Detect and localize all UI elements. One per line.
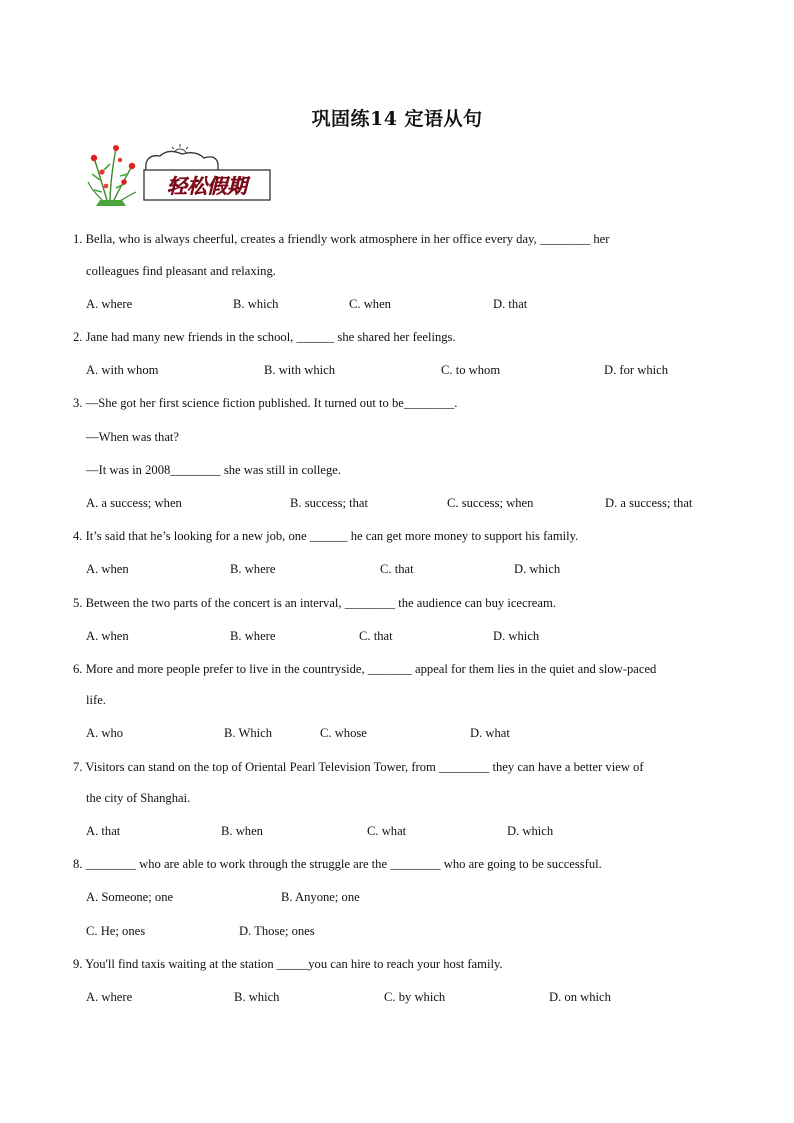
option-d: D. for which: [604, 363, 669, 377]
option-a: A. when: [86, 562, 129, 576]
option-c: C. that: [380, 562, 414, 576]
question-stem: 9. You'll find taxis waiting at the station _____you can hire to reach your host family.: [73, 957, 503, 971]
question-stem: 3. —She got her first science fiction published. It turned out to be________.: [73, 396, 458, 410]
option-a: A. Someone; one: [86, 890, 174, 904]
option-b: B. where: [230, 562, 276, 576]
option-b: B. which: [234, 990, 280, 1004]
question-stem: 8. ________ who are able to work through the struggle are the ________ who are going to be successful.: [73, 857, 602, 871]
option-d: D. what: [470, 726, 510, 740]
option-c: C. that: [359, 629, 393, 643]
question-stem: 7. Visitors can stand on the top of Oriental Pearl Television Tower, from ________ they can have a better view of: [73, 760, 644, 774]
option-a: A. with whom: [86, 363, 159, 377]
option-b: B. where: [230, 629, 276, 643]
question-stem: 6. More and more people prefer to live in the countryside, _______ appeal for them lies in the quiet and slow-paced: [73, 662, 657, 676]
option-c: C. He; ones: [86, 924, 146, 938]
question-stem-continued: life.: [86, 693, 106, 707]
option-a: A. when: [86, 629, 129, 643]
option-b: B. Which: [224, 726, 273, 740]
option-c: C. when: [349, 297, 391, 311]
option-a: A. where: [86, 990, 133, 1004]
option-b: B. with which: [264, 363, 336, 377]
option-c: C. whose: [320, 726, 367, 740]
question-stem-continued: the city of Shanghai.: [86, 791, 191, 805]
option-b: B. when: [221, 824, 263, 838]
question-stem-continued: colleagues find pleasant and relaxing.: [86, 264, 276, 278]
option-d: D. a success; that: [605, 496, 693, 510]
option-a: A. who: [86, 726, 124, 740]
option-d: D. on which: [549, 990, 611, 1004]
option-b: B. success; that: [290, 496, 368, 510]
option-c: C. by which: [384, 990, 446, 1004]
flower-bouquet-icon: [88, 145, 136, 206]
option-d: D. which: [514, 562, 561, 576]
dialogue-line: —It was in 2008________ she was still in college.: [86, 463, 341, 477]
holiday-badge: [86, 140, 276, 208]
option-a: A. that: [86, 824, 121, 838]
badge-text: 轻松假期: [167, 174, 247, 198]
question-stem: 1. Bella, who is always cheerful, creates a friendly work atmosphere in her office every day, ________ her: [73, 232, 610, 246]
option-d: D. which: [507, 824, 554, 838]
option-c: C. what: [367, 824, 407, 838]
option-b: B. Anyone; one: [281, 890, 360, 904]
question-stem: 5. Between the two parts of the concert is an interval, ________ the audience can buy icecream.: [73, 596, 556, 610]
option-c: C. to whom: [441, 363, 501, 377]
option-c: C. success; when: [447, 496, 534, 510]
option-d: D. which: [493, 629, 540, 643]
page-title: 巩固练14 定语从句: [311, 108, 483, 130]
option-a: A. where: [86, 297, 133, 311]
option-a: A. a success; when: [86, 496, 182, 510]
option-d: D. that: [493, 297, 528, 311]
question-stem: 4. It’s said that he’s looking for a new job, one ______ he can get more money to support his family.: [73, 529, 579, 543]
option-d: D. Those; ones: [239, 924, 315, 938]
question-stem: 2. Jane had many new friends in the school, ______ she shared her feelings.: [73, 330, 456, 344]
dialogue-line: —When was that?: [86, 430, 180, 444]
option-b: B. which: [233, 297, 279, 311]
